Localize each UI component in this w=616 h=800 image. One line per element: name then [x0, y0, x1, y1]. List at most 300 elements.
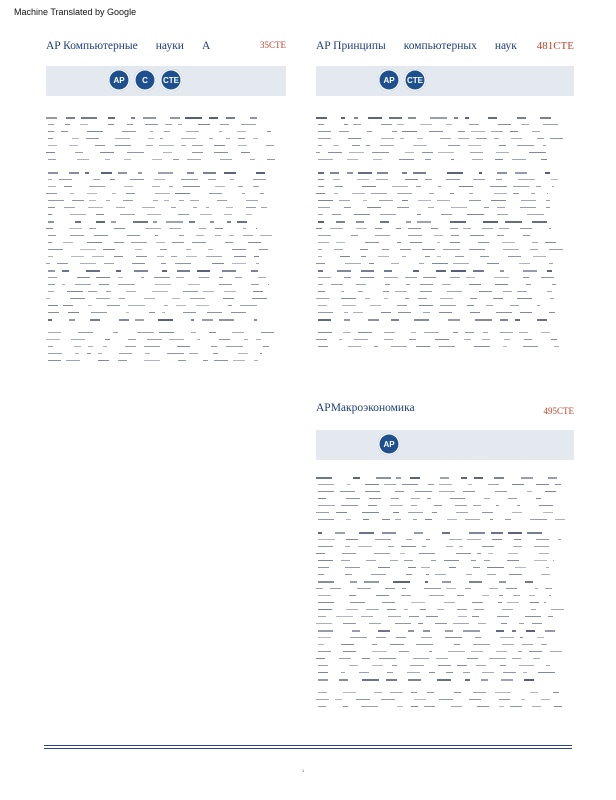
text-word [253, 186, 259, 187]
course-title: APМакроэкономика [316, 402, 415, 414]
text-word [339, 131, 349, 132]
text-word [209, 193, 223, 194]
text-word [353, 124, 361, 125]
text-word [505, 519, 511, 520]
text-word [413, 270, 418, 272]
text-word [417, 221, 431, 223]
text-word [189, 221, 195, 223]
text-word [437, 242, 440, 243]
text-word [318, 519, 334, 520]
text-word [126, 291, 136, 292]
text-line [46, 318, 286, 322]
text-word [550, 298, 554, 299]
text-word [116, 207, 125, 208]
text-word [414, 699, 426, 700]
text-word [105, 159, 110, 160]
text-word [495, 284, 508, 285]
text-line [46, 178, 286, 182]
text-word [395, 623, 411, 624]
text-word [318, 159, 333, 160]
text-word [267, 159, 275, 160]
text-line [316, 241, 574, 245]
text-word [318, 692, 327, 693]
text-word [411, 602, 425, 603]
text-word [446, 179, 460, 180]
text-word [259, 249, 268, 250]
text-line [316, 587, 574, 591]
text-word [533, 256, 545, 257]
text-word [399, 651, 409, 652]
text-word [400, 138, 403, 139]
text-word [477, 706, 489, 707]
text-word [521, 200, 536, 201]
text-word [351, 235, 358, 236]
text-word [330, 588, 340, 589]
text-word [354, 117, 358, 119]
text-word [353, 477, 360, 479]
text-word [253, 138, 258, 139]
text-word [48, 319, 52, 321]
text-word [219, 284, 232, 285]
text-word [473, 505, 481, 506]
text-word [209, 332, 216, 333]
text-word [548, 477, 557, 479]
text-word [512, 159, 526, 160]
text-word [318, 595, 331, 596]
text-word [481, 679, 489, 681]
text-word [385, 588, 396, 589]
text-word [341, 505, 358, 506]
text-line [46, 276, 286, 280]
text-word [166, 221, 183, 223]
text-word [318, 249, 322, 250]
text-word [350, 581, 357, 583]
text-word [316, 699, 329, 700]
text-word [69, 319, 75, 321]
text-word [545, 588, 552, 589]
text-word [397, 242, 401, 243]
ap-badge-icon: AP [378, 69, 400, 91]
text-word [396, 477, 401, 479]
text-word [316, 339, 327, 340]
text-word [408, 630, 413, 632]
text-word [495, 692, 511, 693]
text-word [555, 484, 560, 485]
text-word [440, 298, 453, 299]
text-word [497, 616, 509, 617]
text-word [361, 256, 367, 257]
text-line [46, 151, 286, 155]
text-word [207, 312, 222, 313]
text-word [392, 186, 408, 187]
text-word [447, 291, 463, 292]
text-word [178, 124, 182, 125]
text-line [46, 338, 286, 342]
text-word [177, 346, 190, 347]
text-word [426, 574, 429, 575]
text-word [426, 539, 430, 540]
text-word [513, 186, 529, 187]
text-word [437, 200, 450, 201]
text-word [370, 305, 382, 306]
text-word [365, 242, 379, 243]
text-word [224, 214, 232, 215]
text-line [316, 283, 574, 287]
text-word [350, 602, 365, 603]
text-word [523, 277, 530, 278]
text-word [513, 595, 520, 596]
text-word [86, 270, 100, 272]
text-word [463, 630, 479, 632]
text-word [179, 235, 184, 236]
text-word [69, 145, 78, 146]
text-word [381, 124, 392, 125]
text-word [428, 484, 433, 485]
text-word [429, 193, 433, 194]
text-word [141, 277, 144, 278]
text-word [421, 567, 430, 568]
text-word [496, 312, 513, 313]
text-word [48, 291, 54, 292]
text-word [440, 305, 456, 306]
text-line [316, 594, 574, 598]
text-word [330, 172, 340, 174]
text-line [316, 345, 574, 349]
text-word [415, 491, 432, 492]
text-word [424, 706, 435, 707]
text-line [316, 643, 574, 647]
text-word [341, 560, 351, 561]
text-line [46, 206, 286, 210]
text-word [178, 214, 189, 215]
text-word [536, 539, 549, 540]
text-word [518, 651, 523, 652]
text-word [318, 179, 324, 180]
text-word [177, 270, 190, 272]
text-word [400, 553, 405, 554]
text-word [427, 692, 434, 693]
text-line [316, 290, 574, 294]
text-word [318, 546, 333, 547]
text-word [70, 193, 74, 194]
text-word [75, 284, 91, 285]
text-word [356, 699, 370, 700]
text-word [93, 179, 100, 180]
text-line [46, 123, 286, 127]
text-word [256, 339, 260, 340]
text-word [316, 263, 325, 264]
text-word [57, 263, 68, 264]
text-word [110, 179, 115, 180]
text-word [500, 637, 514, 638]
text-word [345, 546, 350, 547]
text-word [48, 235, 56, 236]
text-word [465, 679, 471, 681]
text-word [334, 249, 343, 250]
text-word [423, 312, 429, 313]
text-word [512, 658, 521, 659]
text-word [48, 214, 52, 215]
text-line [316, 636, 574, 640]
text-word [555, 519, 565, 520]
text-word [342, 305, 356, 306]
text-word [46, 193, 57, 194]
text-word [527, 532, 542, 534]
text-word [196, 305, 209, 306]
text-word [532, 242, 538, 243]
text-line [316, 123, 574, 127]
text-word [467, 539, 480, 540]
text-word [258, 277, 267, 278]
text-word [155, 193, 170, 194]
text-word [241, 152, 250, 153]
text-word [48, 249, 63, 250]
text-word [335, 532, 345, 534]
text-word [498, 602, 502, 603]
text-word [318, 207, 330, 208]
text-word [318, 200, 333, 201]
text-word [440, 477, 449, 479]
text-word [318, 235, 331, 236]
text-word [396, 637, 406, 638]
text-word [190, 200, 199, 201]
text-word [451, 235, 459, 236]
text-word [48, 284, 55, 285]
text-word [534, 546, 548, 547]
text-word [519, 332, 528, 333]
text-word [318, 145, 322, 146]
text-word [164, 131, 170, 132]
text-word [438, 186, 441, 187]
text-word [254, 360, 259, 361]
text-word [537, 637, 544, 638]
text-word [476, 665, 487, 666]
text-word [524, 339, 532, 340]
text-word [458, 616, 467, 617]
text-word [318, 284, 323, 285]
text-word [384, 339, 393, 340]
text-word [145, 353, 150, 354]
text-word [128, 305, 144, 306]
text-word [318, 539, 335, 540]
text-word [527, 491, 533, 492]
text-word [111, 221, 116, 223]
text-word [407, 672, 420, 673]
text-word [346, 498, 360, 499]
text-word [438, 152, 453, 153]
text-word [318, 567, 329, 568]
text-word [46, 117, 57, 119]
text-word [246, 200, 258, 201]
text-word [411, 505, 416, 506]
text-word [408, 567, 416, 568]
text-word [499, 595, 503, 596]
text-line [46, 269, 286, 273]
text-word [223, 298, 234, 299]
text-word [499, 581, 505, 583]
text-word [136, 256, 146, 257]
text-word [250, 117, 257, 119]
text-word [497, 207, 505, 208]
text-word [507, 602, 518, 603]
text-word [85, 172, 89, 174]
text-word [381, 312, 392, 313]
text-line [46, 185, 286, 189]
text-word [368, 319, 379, 321]
text-line [316, 531, 574, 535]
text-word [450, 193, 454, 194]
text-word [99, 284, 109, 285]
text-word [435, 623, 448, 624]
text-word [496, 651, 507, 652]
text-line [316, 538, 574, 542]
text-word [523, 235, 530, 236]
text-word [352, 193, 366, 194]
text-word [520, 228, 532, 229]
text-word [487, 574, 497, 575]
text-word [186, 256, 197, 257]
text-word [450, 277, 460, 278]
text-word [192, 242, 206, 243]
text-word [510, 305, 519, 306]
text-word [464, 339, 471, 340]
text-word [483, 221, 497, 223]
text-word [474, 477, 484, 479]
text-word [318, 679, 328, 681]
text-word [214, 360, 228, 361]
text-word [406, 221, 411, 223]
text-word [185, 117, 201, 119]
text-word [482, 512, 493, 513]
text-line [46, 199, 286, 203]
text-word [465, 332, 474, 333]
text-word [318, 498, 326, 499]
text-word [119, 319, 129, 321]
text-word [237, 221, 248, 223]
text-line [316, 671, 574, 675]
text-line [46, 192, 286, 196]
text-word [473, 179, 485, 180]
text-word [263, 346, 269, 347]
text-word [48, 200, 64, 201]
text-word [167, 353, 183, 354]
text-word [381, 699, 395, 700]
text-word [416, 186, 421, 187]
text-word [89, 228, 97, 229]
text-word [318, 305, 327, 306]
text-word [172, 298, 180, 299]
text-word [48, 159, 56, 160]
text-word [450, 221, 465, 223]
text-word [237, 131, 246, 132]
text-word [408, 512, 423, 513]
text-word [545, 172, 550, 174]
text-word [86, 138, 99, 139]
text-word [219, 319, 233, 321]
text-word [448, 319, 460, 321]
text-word [471, 560, 476, 561]
text-word [478, 242, 490, 243]
text-word [368, 117, 382, 119]
text-word [549, 595, 551, 596]
text-word [519, 623, 524, 624]
text-word [203, 360, 208, 361]
text-word [537, 319, 546, 321]
text-word [81, 117, 96, 119]
text-word [348, 138, 361, 139]
text-word [469, 249, 485, 250]
text-word [414, 532, 423, 534]
text-word [513, 193, 519, 194]
text-word [437, 609, 443, 610]
text-word [64, 186, 72, 187]
text-word [488, 484, 499, 485]
text-word [192, 152, 203, 153]
text-word [400, 249, 411, 250]
text-word [494, 138, 499, 139]
text-line [46, 304, 286, 308]
text-word [358, 546, 372, 547]
text-word [473, 644, 490, 645]
text-word [199, 277, 210, 278]
text-word [46, 263, 50, 264]
text-word [362, 186, 376, 187]
text-word [510, 131, 518, 132]
text-word [100, 152, 114, 153]
text-word [552, 186, 554, 187]
text-word [371, 574, 385, 575]
text-word [360, 277, 374, 278]
text-word [75, 353, 79, 354]
text-word [318, 172, 324, 174]
text-word [551, 339, 558, 340]
text-word [541, 699, 550, 700]
text-word [318, 665, 328, 666]
text-word [503, 291, 512, 292]
text-word [336, 221, 345, 223]
text-word [539, 553, 549, 554]
text-line [316, 650, 574, 654]
text-word [171, 256, 177, 257]
text-word [540, 117, 551, 119]
text-word [465, 519, 481, 520]
text-word [74, 346, 81, 347]
text-word [342, 553, 356, 554]
text-word [357, 179, 369, 180]
text-word [316, 623, 332, 624]
text-word [369, 623, 380, 624]
text-word [361, 706, 378, 707]
text-word [175, 263, 191, 264]
text-word [198, 124, 210, 125]
text-word [422, 152, 433, 153]
text-line [316, 559, 574, 563]
text-word [147, 214, 161, 215]
text-line [316, 130, 574, 134]
text-word [454, 117, 458, 119]
text-word [482, 228, 493, 229]
text-word [238, 138, 245, 139]
text-word [72, 200, 85, 201]
text-word [506, 588, 516, 589]
text-word [408, 228, 421, 229]
text-line [46, 255, 286, 259]
text-word [48, 179, 52, 180]
text-word [197, 270, 211, 272]
text-word [492, 539, 502, 540]
text-word [72, 138, 79, 139]
text-word [490, 186, 507, 187]
